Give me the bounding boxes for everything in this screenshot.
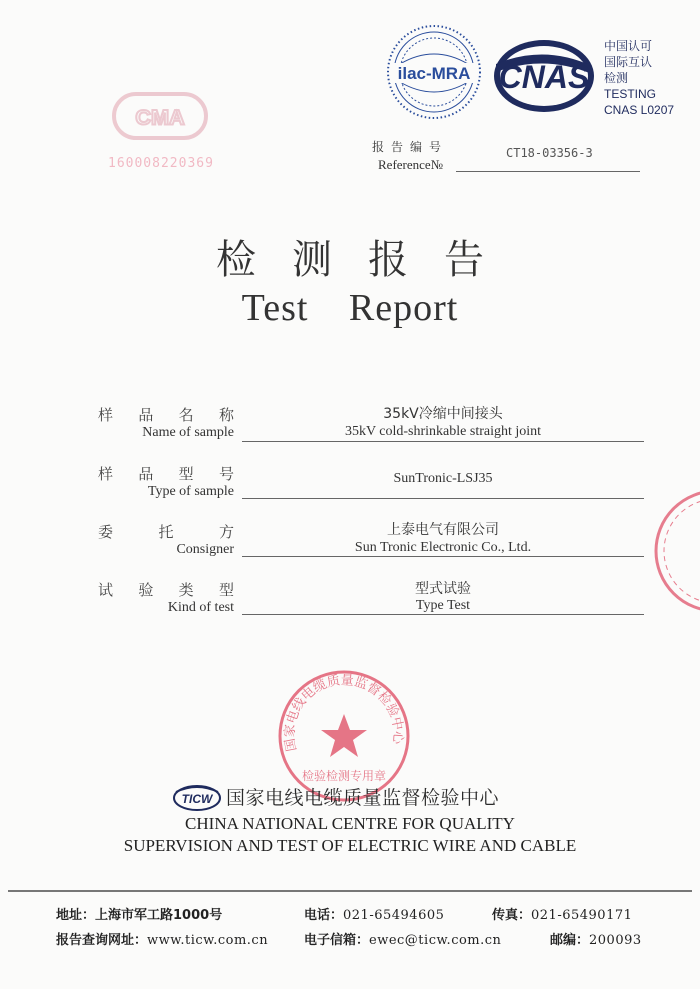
stamp-star-icon (321, 714, 367, 757)
cnas-side-text (604, 38, 674, 118)
label-char: 样 (98, 465, 114, 483)
field-underline (242, 498, 644, 499)
email-label: 电子信箱： (304, 933, 370, 948)
cnas-side-line: CNAS L0207 (604, 103, 675, 117)
phone-value: 021-65494605 (343, 908, 445, 923)
field-kind-label-en: Kind of test (167, 600, 234, 615)
field-kind-value-cn: 型式试验 (415, 581, 471, 597)
email-value: ewec@ticw.com.cn (369, 933, 502, 948)
phone-label: 电话： (304, 908, 344, 923)
organization-name-en-line2: SUPERVISION AND TEST OF ELECTRIC WIRE AND CABLE (123, 836, 577, 855)
field-type-label-en: Type of sample (147, 484, 234, 499)
label-char: 名 (178, 406, 194, 424)
footer-website (56, 929, 268, 948)
label-char: 样 (98, 406, 114, 424)
label-char: 类 (178, 581, 194, 599)
cnas-side-line: 国际互认 (604, 55, 653, 69)
footer-fax (492, 904, 632, 923)
label-char: 验 (138, 581, 154, 599)
cnas-logo-text: CNAS (498, 59, 590, 95)
reference-number: CT18-03356-3 (506, 146, 593, 160)
cma-logo (112, 92, 208, 140)
field-name-label-cn (98, 404, 234, 425)
footer-divider (8, 890, 692, 892)
field-underline (242, 614, 644, 615)
field-type-value: SunTronic-LSJ35 (393, 471, 493, 486)
title-en: Test Report (241, 287, 459, 329)
cnas-logo (488, 38, 596, 116)
reference-underline (456, 171, 640, 172)
address-value: 上海市军工路1000号 (95, 908, 223, 923)
field-consigner-value-en: Sun Tronic Electronic Co., Ltd. (354, 540, 532, 555)
cma-number: 160008220369 (108, 156, 214, 171)
label-char: 号 (218, 465, 234, 483)
fax-label: 传真： (492, 908, 532, 923)
label-char: 型 (218, 581, 234, 599)
reference-label-cn: 报告编号 (372, 140, 449, 154)
field-name-value-cn: 35kV冷缩中间接头 (383, 406, 503, 422)
label-char: 品 (138, 406, 154, 424)
ilac-logo-text: ilac-MRA (397, 64, 471, 83)
cnas-side-line: TESTING (604, 87, 657, 101)
field-underline (242, 556, 644, 557)
website-value: www.ticw.com.cn (147, 933, 269, 948)
edge-stamp-icon (650, 486, 700, 616)
label-char: 品 (138, 465, 154, 483)
field-consigner-label-en: Consigner (176, 542, 234, 557)
label-char: 方 (218, 523, 234, 541)
address-label: 地址： (56, 908, 96, 923)
postcode-label: 邮编： (550, 933, 590, 948)
field-consigner-label-cn (98, 521, 234, 542)
fax-value: 021-65490171 (531, 908, 633, 923)
organization-name-en-line1: CHINA NATIONAL CENTRE FOR QUALITY (185, 814, 515, 833)
reference-label-en: Reference№ (378, 157, 444, 172)
field-name-value-en: 35kV cold-shrinkable straight joint (344, 424, 542, 439)
organization-name-cn: 国家电线电缆质量监督检验中心 (226, 787, 500, 809)
field-underline (242, 441, 644, 442)
cnas-side-line: 检测 (604, 71, 629, 85)
website-label: 报告查询网址： (56, 933, 148, 948)
label-char: 委 (98, 523, 114, 541)
label-char: 托 (158, 523, 174, 541)
ticw-logo (172, 784, 222, 812)
label-char: 型 (178, 465, 194, 483)
stamp-ring-text: 国家电线电缆质量监督检验中心 (282, 673, 406, 753)
field-consigner-value-cn: 上泰电气有限公司 (387, 522, 499, 538)
label-char: 试 (98, 581, 114, 599)
ticw-logo-text: TICW (181, 792, 213, 806)
cnas-side-line: 中国认可 (604, 39, 653, 53)
field-name-label-en: Name of sample (142, 425, 234, 440)
title-cn: 检测报告 (216, 237, 520, 283)
footer-address (56, 904, 222, 923)
field-type-label-cn (98, 463, 234, 484)
ilac-mra-logo (386, 24, 482, 120)
stamp-bottom-text: 检验检测专用章 (301, 769, 387, 783)
field-kind-label-cn (98, 579, 234, 600)
footer-postcode (550, 929, 642, 948)
field-kind-value-en: Type Test (415, 598, 471, 613)
footer-email (304, 929, 501, 948)
footer-phone (304, 904, 444, 923)
cma-mark-icon (116, 96, 204, 136)
postcode-value: 200093 (589, 933, 642, 948)
cma-logo-text: CMA (135, 104, 185, 130)
label-char: 称 (218, 406, 234, 424)
